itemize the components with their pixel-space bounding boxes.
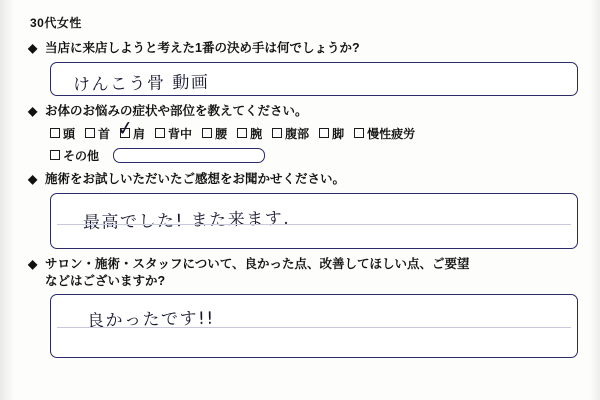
checkbox-label: 慢性疲労 — [367, 126, 416, 141]
checkbox-group-symptoms — [50, 114, 578, 164]
question-line — [28, 171, 578, 188]
checkbox-box[interactable] — [85, 128, 95, 138]
respondent-label: 30代女性 — [30, 16, 82, 30]
question-block-q1 — [28, 40, 578, 96]
checkbox-item-abdomen[interactable] — [272, 125, 309, 142]
checkbox-item-leg[interactable] — [319, 125, 344, 142]
checkbox-label: 腹部 — [285, 126, 310, 141]
diamond-bullet-icon: ◆ — [28, 256, 38, 271]
other-text-field[interactable] — [113, 148, 265, 163]
question-line — [28, 40, 578, 57]
checkbox-box[interactable] — [354, 128, 364, 138]
checkbox-box[interactable] — [202, 128, 212, 138]
question-text-q4-line2: などはございますか? — [45, 273, 166, 288]
checkbox-label: 腰 — [215, 126, 228, 141]
checkbox-label: 肩 — [133, 126, 146, 141]
checkbox-item-neck[interactable] — [85, 125, 110, 142]
checkbox-label: その他 — [63, 148, 100, 163]
answer-box-q4[interactable] — [50, 294, 578, 358]
question-block-q2 — [28, 103, 578, 164]
checkbox-label: 脚 — [332, 126, 345, 141]
checkbox-label: 頭 — [63, 126, 76, 141]
rule-line — [57, 327, 571, 328]
checkbox-box[interactable] — [155, 128, 165, 138]
question-text-q1: 当店に来店しようと考えた1番の決め手は何でしょうか? — [45, 41, 360, 55]
checkbox-item-back[interactable] — [155, 125, 192, 142]
checkbox-item-lower-back[interactable] — [202, 125, 227, 142]
checkbox-item-head[interactable] — [50, 125, 75, 142]
checkbox-label: 背中 — [168, 126, 193, 141]
checkbox-box[interactable] — [50, 128, 60, 138]
answer-text-q1: けんこう骨 動画 — [72, 72, 210, 96]
checkbox-label: 首 — [98, 126, 111, 141]
question-text-q4-line1: サロン・施術・スタッフについて、良かった点、改善してほしい点、ご要望 — [45, 256, 470, 271]
question-block-q4 — [28, 256, 578, 359]
checkbox-item-arm[interactable] — [237, 125, 262, 142]
checkbox-row-1 — [50, 114, 578, 142]
question-text-q3: 施術をお試しいただいたご感想をお聞かせください。 — [45, 171, 346, 186]
answer-box-q1[interactable] — [50, 62, 578, 96]
checkbox-box[interactable] — [237, 128, 247, 138]
checkbox-box[interactable] — [50, 150, 60, 160]
checkbox-row-2 — [50, 147, 578, 164]
diamond-bullet-icon: ◆ — [28, 41, 38, 55]
checkbox-item-chronic-fatigue[interactable] — [354, 125, 415, 142]
checkbox-box[interactable] — [272, 128, 282, 138]
question-text-q2: お体のお悩みの症状や部位を教えてください。 — [45, 103, 308, 118]
checkbox-box[interactable] — [120, 128, 130, 138]
answer-text-q4: 良かったです!! — [86, 309, 215, 332]
rule-line — [57, 224, 571, 225]
checkmark-icon: ✓ — [115, 114, 136, 141]
question-line — [28, 256, 578, 273]
checkbox-label: 腕 — [250, 126, 263, 141]
checkbox-item-shoulder[interactable] — [115, 114, 146, 142]
checkbox-item-other[interactable] — [50, 147, 99, 164]
diamond-bullet-icon: ◆ — [28, 103, 38, 118]
question-line-continued — [28, 273, 578, 290]
answer-text-q3: 最高でした! また来ます. — [82, 208, 291, 233]
checkbox-box[interactable] — [319, 128, 329, 138]
diamond-bullet-icon: ◆ — [28, 171, 38, 186]
question-line — [28, 103, 578, 120]
answer-box-q3[interactable] — [50, 193, 578, 249]
question-block-q3 — [28, 171, 578, 249]
